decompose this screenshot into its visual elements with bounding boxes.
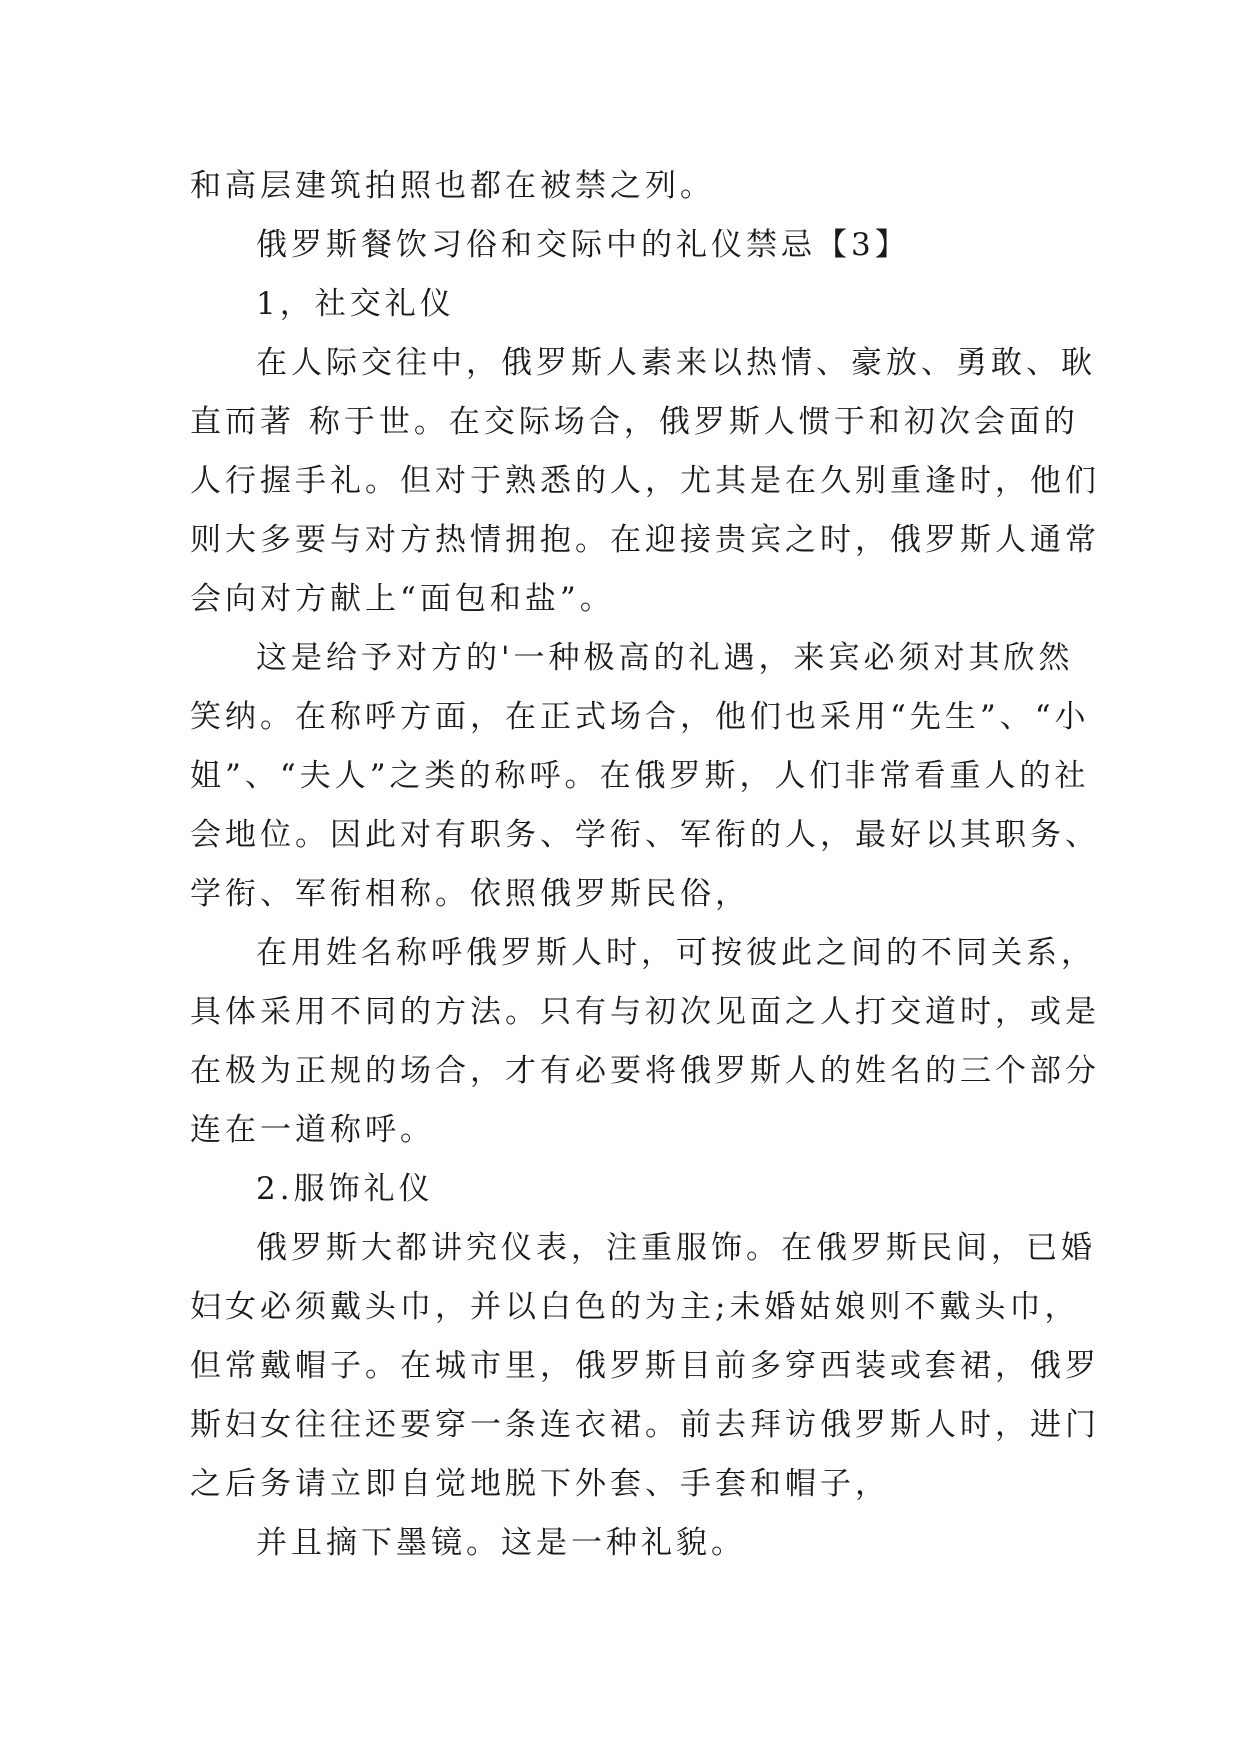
text-line: 直而著 称于世。在交际场合，俄罗斯人惯于和初次会面的 <box>190 404 1079 440</box>
text-line: 具体采用不同的方法。只有与初次见面之人打交道时，或是 <box>190 994 1100 1030</box>
text-line: 并且摘下墨镜。这是一种礼貌。 <box>256 1525 746 1561</box>
text-line: 这是给予对方的'一种极高的礼遇，来宾必须对其欣然 <box>256 640 1074 676</box>
text-line: 但常戴帽子。在城市里，俄罗斯目前多穿西装或套裙，俄罗 <box>190 1348 1100 1384</box>
text-line: 会地位。因此对有职务、学衔、军衔的人，最好以其职务、 <box>190 817 1100 853</box>
section-title: 俄罗斯餐饮习俗和交际中的礼仪禁忌【3】 <box>256 227 910 263</box>
text-line: 会向对方献上“面包和盐”。 <box>190 581 615 617</box>
text-line: 人行握手礼。但对于熟悉的人，尤其是在久别重逢时，他们 <box>190 463 1100 499</box>
subheading: 1，社交礼仪 <box>256 286 455 322</box>
text-line: 在用姓名称呼俄罗斯人时，可按彼此之间的不同关系， <box>256 935 1096 971</box>
text-line: 在极为正规的场合，才有必要将俄罗斯人的姓名的三个部分 <box>190 1053 1100 1089</box>
text-line: 则大多要与对方热情拥抱。在迎接贵宾之时，俄罗斯人通常 <box>190 522 1100 558</box>
text-line: 俄罗斯大都讲究仪表，注重服饰。在俄罗斯民间，已婚 <box>256 1230 1096 1266</box>
text-line: 斯妇女往往还要穿一条连衣裙。前去拜访俄罗斯人时，进门 <box>190 1407 1100 1443</box>
text-line: 学衔、军衔相称。依照俄罗斯民俗， <box>190 876 750 912</box>
text-line: 之后务请立即自觉地脱下外套、手套和帽子， <box>190 1466 890 1502</box>
subheading: 2.服饰礼仪 <box>256 1171 434 1207</box>
text-line: 笑纳。在称呼方面，在正式场合，他们也采用“先生”、“小 <box>190 699 1090 735</box>
text-line: 妇女必须戴头巾，并以白色的为主;未婚姑娘则不戴头巾， <box>190 1289 1080 1325</box>
text-line: 连在一道称呼。 <box>190 1112 435 1148</box>
text-line: 和高层建筑拍照也都在被禁之列。 <box>190 168 715 204</box>
text-line: 姐”、“夫人”之类的称呼。在俄罗斯，人们非常看重人的社 <box>190 758 1090 794</box>
text-line: 在人际交往中，俄罗斯人素来以热情、豪放、勇敢、耿 <box>256 345 1096 381</box>
